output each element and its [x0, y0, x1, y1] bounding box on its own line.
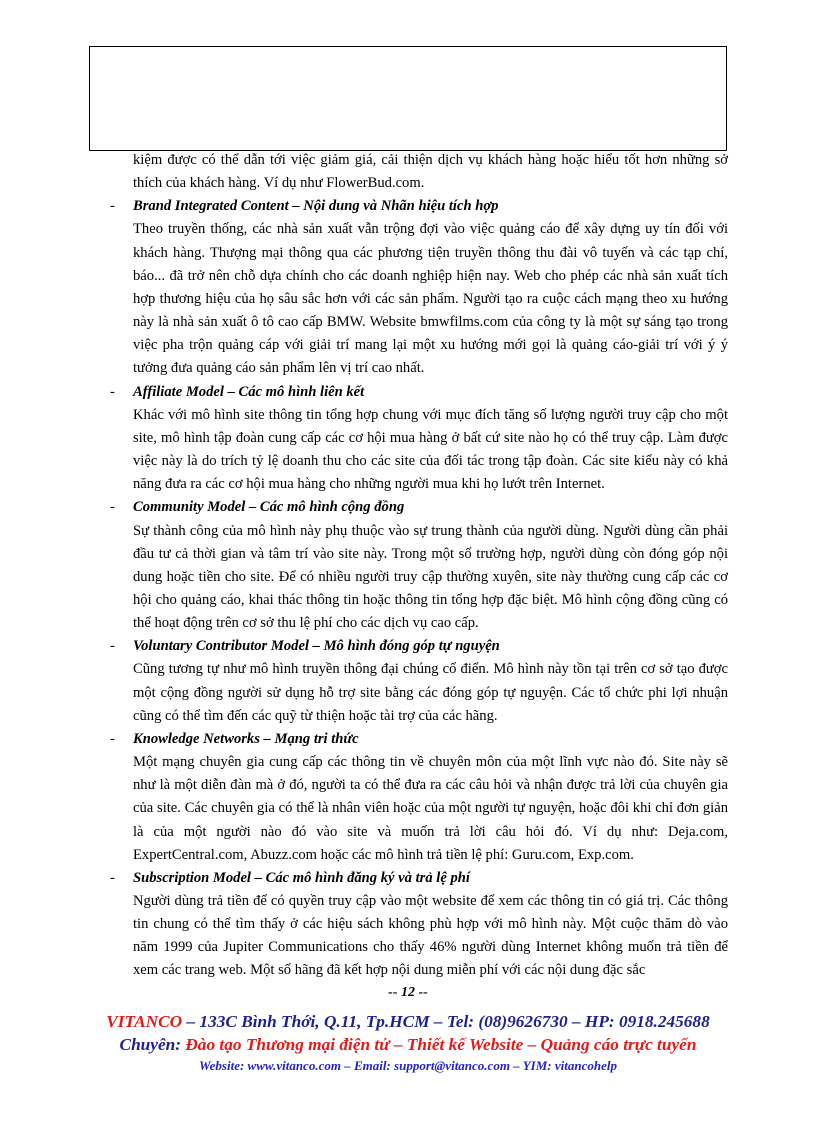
- bullet-dash: -: [110, 869, 115, 886]
- section-knowledge: [110, 728, 728, 867]
- footer-specialty-label: Chuyên:: [119, 1035, 186, 1054]
- section-title: Knowledge Networks – Mạng tri thức: [133, 730, 359, 747]
- header-box: [89, 46, 727, 151]
- section-title: Community Model – Các mô hình cộng đồng: [133, 499, 405, 516]
- section-body: Khác với mô hình site thông tin tổng hợp chung với mục đích tăng số lượng người truy cập cho một site, mô hình tập đoàn cung cấp các cơ hội mua hàng ở bất cứ site nào họ có thể truy cập. Làm được việc này là do trích tỷ lệ doanh thu cho các site của đối tác trong tập đoàn. Các site kiểu này có khả năng đưa ra các cơ hội mua hàng cho những người mua khi họ lướt trên Internet.: [133, 406, 728, 493]
- footer-address: – 133C Bình Thới, Q.11, Tp.HCM – Tel: (08)9626730 – HP: 0918.245688: [182, 1012, 710, 1031]
- section-title: Voluntary Contributor Model – Mô hình đóng góp tự nguyện: [133, 638, 500, 655]
- section-body: Một mạng chuyên gia cung cấp các thông tin về chuyên môn của một lĩnh vực nào đó. Site này sẽ như là một diễn đàn mà ở đó, người ta có thể đưa ra các câu hỏi và nhận được trả lời của chuyên gia của site. Các chuyên gia có thể là nhân viên hoặc của một người tự nguyện, hoặc đôi khi chỉ đơn giản là của một người nào đó vào site và muốn trả lời câu hỏi đó. Ví dụ như: Deja.com, ExpertCentral.com, Abuzz.com hoặc các mô hình trả tiền lệ phí: Guru.com, Exp.com.: [133, 754, 728, 863]
- section-voluntary: [110, 635, 728, 728]
- bullet-dash: -: [110, 383, 115, 400]
- footer-address-line: [0, 1012, 816, 1032]
- section-brand-integrated: [110, 195, 728, 380]
- section-title: Subscription Model – Các mô hình đăng ký và trả lệ phí: [133, 869, 470, 886]
- intro-paragraph: kiệm được có thể dẫn tới việc giảm giá, cải thiện dịch vụ khách hàng hoặc hiểu tốt hơn những sở thích của khách hàng. Ví dụ như FlowerBud.com.: [133, 152, 728, 192]
- section-body: Theo truyền thống, các nhà sản xuất vẫn trộng đợi vào việc quảng cáo để xây dựng uy tín đối với khách hàng. Thượng mại thông qua các phương tiện truyền thông thu đài vô tuyến và các tạp chí, báo... đã trở nên chỗ dựa chính cho các doanh nghiệp hiện nay. Web cho phép các nhà sản xuất tích hợp thương hiệu của họ sâu sắc hơn với các sản phẩm. Người tạo ra cuộc cách mạng theo xu hướng này là nhà sản xuất ô tô cao cấp BMW. Website bmwfilms.com của công ty là một sự sáng tạo trong việc pha trộn quảng cáp với giải trí mang lại một xu hướng mới gọi là quảng cáo-giải trí với ý ý tưởng đưa quảng cáo sản phẩm lên vị trí cao nhất.: [133, 221, 728, 377]
- section-subscription: [110, 867, 728, 983]
- section-body: Sự thành công của mô hình này phụ thuộc vào sự trung thành của người dùng. Người dùng cần phải đầu tư cả thời gian và tâm trí vào site này. Trong một số trường hợp, người dùng còn đóng góp nội dung hoặc tiền cho site. Để có nhiều người truy cập thường xuyên, site này thường cung cấp các cơ hội cho quảng cáo, khai thác thông tin hoặc thông tin tổng hợp đặc biệt. Mô hình cộng đồng cũng có thể hoạt động trên cơ sở thu lệ phí cho các dịch vụ cao cấp.: [133, 522, 728, 632]
- section-body: Cũng tương tự như mô hình truyền thông đại chúng cổ điển. Mô hình này tồn tại trên cơ sở tạo được một cộng đồng người sử dụng hỗ trợ site bằng các đóng góp tự nguyện. Các tổ chức phi lợi nhuận cũng có thể tìm đến các quỹ từ thiện hoặc tài trợ của các hãng.: [133, 661, 728, 724]
- bullet-dash: -: [110, 730, 115, 747]
- section-community: [110, 496, 728, 635]
- footer-contact-line: Website: www.vitanco.com – Email: support@vitanco.com – YIM: vitancohelp: [199, 1058, 617, 1073]
- section-title: Brand Integrated Content – Nội dung và Nhãn hiệu tích hợp: [133, 198, 499, 215]
- page-number: -- 12 --: [388, 985, 428, 1000]
- footer-specialty-text: Đào tạo Thương mại điện tử – Thiết kế Website – Quảng cáo trực tuyến: [185, 1035, 697, 1054]
- bullet-dash: -: [110, 499, 115, 516]
- section-title: Affiliate Model – Các mô hình liên kết: [133, 383, 365, 400]
- section-body: Người dùng trả tiền để có quyền truy cập vào một website để xem các thông tin có giá trị. Các thông tin chung có thể tìm thấy ở các hiệu sách không phù hợp với mô hình này. Một cuộc thăm dò vào năm 1999 của Jupiter Communications cho thấy 46% người dùng Internet không muốn trả tiền để xem các trang web. Một số hãng đã kết hợp nội dung miễn phí với các nội dung đặc sắc: [133, 893, 728, 979]
- bullet-dash: -: [110, 638, 115, 655]
- bullet-dash: -: [110, 198, 115, 215]
- section-affiliate: [110, 381, 728, 497]
- page-content: [110, 149, 728, 983]
- footer-specialty-line: [0, 1035, 816, 1055]
- footer-brand: VITANCO: [106, 1012, 183, 1031]
